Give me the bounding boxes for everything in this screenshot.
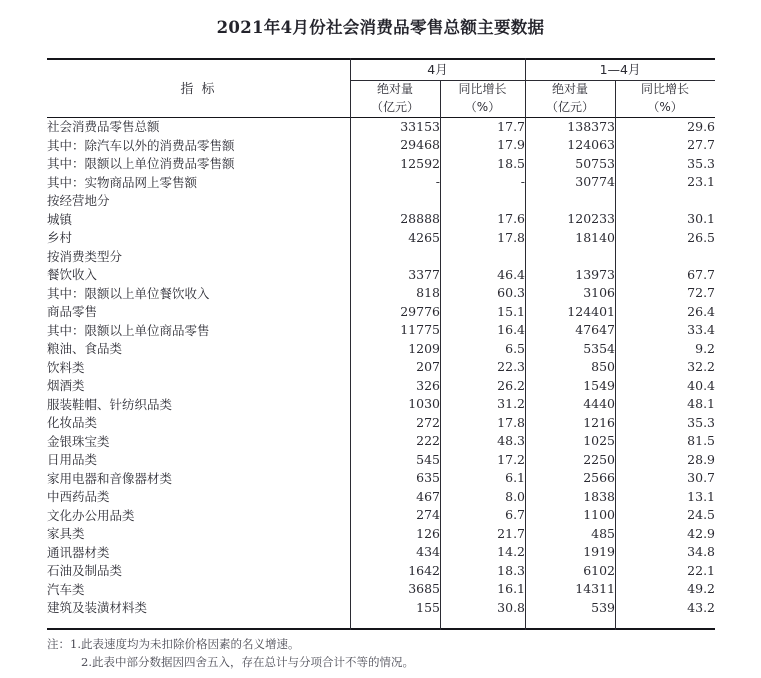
cell-month-yoy: 6.7 (505, 507, 526, 523)
row-label: 家用电器和音像器材类 (47, 470, 173, 486)
cell-month-absolute: 274 (416, 507, 440, 523)
cell-month-absolute: 635 (416, 470, 440, 486)
cell-cumulative-yoy: 13.1 (687, 488, 716, 504)
cell-month-absolute: 1209 (408, 340, 440, 356)
cell-cumulative-absolute: 47647 (575, 322, 616, 338)
cell-month-yoy: 17.9 (497, 137, 526, 153)
note-2: 2.此表中部分数据因四舍五入，存在总计与分项合计不等的情况。 (81, 654, 414, 669)
header-month-absolute-unit: （亿元） (370, 99, 419, 114)
header-cumulative-yoy-unit: （%） (647, 99, 683, 114)
row-label: 饮料类 (47, 359, 85, 375)
cell-cumulative-absolute: 124401 (567, 303, 616, 319)
header-month-absolute (350, 80, 440, 117)
row-label: 文化办公用品类 (47, 507, 135, 523)
cell-month-absolute: 1030 (408, 396, 440, 412)
cell-cumulative-absolute: 1216 (583, 414, 616, 430)
cell-cumulative-absolute: 13973 (575, 266, 616, 282)
cell-month-absolute: 29776 (400, 303, 440, 319)
table-row (47, 376, 715, 395)
cell-cumulative-yoy: 40.4 (687, 377, 716, 393)
row-label: 其中：限额以上单位消费品零售额 (47, 156, 235, 172)
cell-cumulative-absolute: 30774 (575, 174, 616, 190)
row-label: 按经营地分 (47, 193, 110, 209)
table-row (47, 413, 715, 432)
cell-month-yoy: 16.1 (497, 581, 526, 597)
statistics-table-wrapper (47, 58, 715, 617)
row-label: 餐饮收入 (47, 267, 98, 283)
cell-month-absolute: 4265 (408, 229, 440, 245)
row-label: 家具类 (47, 526, 85, 542)
cell-month-absolute: 207 (416, 359, 440, 375)
row-label: 其中：限额以上单位餐饮收入 (47, 285, 210, 301)
cell-cumulative-absolute: 4440 (583, 396, 616, 412)
cell-month-absolute: 11775 (400, 322, 440, 338)
header-row-period (47, 58, 715, 80)
cell-cumulative-yoy: 67.7 (687, 266, 716, 282)
cell-cumulative-yoy: 23.1 (687, 174, 716, 190)
cell-month-absolute: 545 (416, 451, 440, 467)
cell-cumulative-absolute (525, 191, 615, 210)
table-row (47, 580, 715, 599)
cell-cumulative-absolute: 2566 (583, 470, 616, 486)
cell-cumulative-absolute: 1100 (583, 507, 616, 523)
table-row (47, 154, 715, 173)
cell-month-absolute: 326 (416, 377, 440, 393)
table-row (47, 358, 715, 377)
cell-month-absolute: 3685 (408, 581, 440, 597)
table-body (47, 117, 715, 617)
cell-cumulative-yoy: 28.9 (687, 451, 716, 467)
cell-month-yoy: 16.4 (497, 322, 526, 338)
cell-cumulative-absolute: 3106 (583, 285, 616, 301)
table-row (47, 469, 715, 488)
cell-month-absolute: 33153 (400, 118, 440, 134)
table-row (47, 506, 715, 525)
cell-cumulative-yoy: 42.9 (687, 525, 716, 541)
table-row (47, 321, 715, 340)
header-period-month: 4月 (350, 58, 525, 80)
cell-cumulative-absolute: 124063 (567, 137, 616, 153)
header-month-yoy-unit: （%） (464, 99, 501, 114)
cell-month-absolute: 28888 (400, 211, 440, 227)
cell-month-yoy: 17.8 (497, 229, 526, 245)
page-title: 2021年4月份社会消费品零售总额主要数据 (216, 18, 545, 37)
row-label: 粮油、食品类 (47, 341, 123, 357)
cell-cumulative-yoy: 35.3 (687, 414, 716, 430)
header-cumulative-absolute (525, 80, 615, 117)
row-label: 通讯器材类 (47, 544, 110, 560)
table-head (47, 58, 715, 117)
cell-month-yoy: - (520, 174, 526, 190)
cell-cumulative-absolute: 2250 (583, 451, 616, 467)
table-row (47, 524, 715, 543)
row-label: 社会消费品零售总额 (47, 119, 160, 135)
cell-month-absolute: 434 (416, 544, 440, 560)
cell-cumulative-absolute: 1549 (583, 377, 616, 393)
cell-cumulative-yoy: 72.7 (687, 285, 716, 301)
table-row (47, 284, 715, 303)
cell-month-yoy: 17.2 (497, 451, 526, 467)
table-row (47, 302, 715, 321)
cell-month-yoy: 48.3 (497, 433, 526, 449)
cell-cumulative-yoy: 30.7 (687, 470, 716, 486)
header-indicator: 指 标 (180, 82, 217, 97)
cell-month-absolute: 818 (416, 285, 440, 301)
cell-cumulative-yoy (615, 247, 715, 266)
cell-cumulative-absolute: 539 (591, 599, 616, 615)
table-row (47, 339, 715, 358)
table-row (47, 395, 715, 414)
cell-cumulative-absolute: 18140 (575, 229, 616, 245)
cell-cumulative-yoy: 30.1 (687, 211, 716, 227)
cell-cumulative-yoy: 35.3 (687, 155, 716, 171)
cell-month-absolute: 1642 (408, 562, 440, 578)
header-cumulative-absolute-line1: 绝对量 (552, 82, 589, 97)
cell-month-absolute: 3377 (408, 266, 440, 282)
cell-month-yoy: 18.3 (497, 562, 526, 578)
row-label: 中西药品类 (47, 489, 110, 505)
cell-month-absolute (350, 191, 440, 210)
table-row (47, 432, 715, 451)
table-row (47, 117, 715, 136)
cell-month-absolute: 467 (416, 488, 440, 504)
cell-month-yoy: 14.2 (497, 544, 526, 560)
cell-cumulative-yoy: 33.4 (687, 322, 716, 338)
header-cumulative-absolute-unit: （亿元） (546, 99, 595, 114)
table-row (47, 561, 715, 580)
cell-month-yoy: 17.8 (497, 414, 526, 430)
cell-cumulative-yoy: 24.5 (687, 507, 716, 523)
cell-month-yoy: 8.0 (505, 488, 526, 504)
cell-cumulative-absolute: 1838 (583, 488, 616, 504)
row-label: 石油及制品类 (47, 563, 123, 579)
header-month-yoy (440, 80, 525, 117)
cell-month-yoy: 17.7 (497, 118, 526, 134)
table-row (47, 247, 715, 266)
cell-cumulative-yoy: 9.2 (695, 340, 716, 356)
table-row (47, 487, 715, 506)
cell-cumulative-yoy: 43.2 (687, 599, 716, 615)
row-label: 城镇 (47, 211, 73, 227)
cell-month-yoy: 21.7 (497, 525, 526, 541)
table-row (47, 450, 715, 469)
cell-cumulative-yoy: 26.5 (687, 229, 716, 245)
cell-cumulative-absolute: 485 (591, 525, 616, 541)
cell-cumulative-absolute (525, 247, 615, 266)
cell-month-absolute: 126 (416, 525, 440, 541)
cell-month-absolute: 12592 (400, 155, 440, 171)
cell-cumulative-yoy: 26.4 (687, 303, 716, 319)
table-notes (47, 636, 747, 672)
cell-month-yoy: 22.3 (497, 359, 526, 375)
cell-cumulative-absolute: 850 (591, 359, 616, 375)
cell-cumulative-absolute: 138373 (567, 118, 616, 134)
header-cumulative-yoy (615, 80, 715, 117)
cell-cumulative-yoy: 27.7 (687, 137, 716, 153)
row-label: 其中：限额以上单位商品零售 (47, 322, 210, 338)
row-label: 烟酒类 (47, 378, 85, 394)
cell-month-absolute: 155 (416, 599, 440, 615)
cell-cumulative-yoy: 22.1 (687, 562, 716, 578)
cell-cumulative-absolute: 50753 (575, 155, 616, 171)
table-row (47, 173, 715, 192)
note-1: 注：1.此表速度均为未扣除价格因素的名义增速。 (47, 637, 300, 651)
cell-cumulative-yoy (615, 191, 715, 210)
header-period-cumulative: 1—4月 (525, 58, 715, 80)
cell-cumulative-absolute: 1919 (583, 544, 616, 560)
row-label: 其中：除汽车以外的消费品零售额 (47, 137, 235, 153)
cell-month-yoy: 31.2 (497, 396, 526, 412)
cell-cumulative-absolute: 14311 (575, 581, 616, 597)
cell-cumulative-yoy: 32.2 (687, 359, 716, 375)
row-label: 其中：实物商品网上零售额 (47, 174, 198, 190)
table-row (47, 228, 715, 247)
row-label: 乡村 (47, 230, 73, 246)
row-label: 汽车类 (47, 581, 85, 597)
row-label: 商品零售 (47, 304, 98, 320)
cell-month-yoy (440, 247, 525, 266)
cell-cumulative-yoy: 29.6 (687, 118, 716, 134)
row-label: 服装鞋帽、针纺织品类 (47, 396, 173, 412)
row-label: 建筑及装潢材料类 (47, 600, 148, 616)
table-row (47, 191, 715, 210)
cell-cumulative-absolute: 6102 (583, 562, 616, 578)
cell-month-yoy: 46.4 (497, 266, 526, 282)
row-label: 金银珠宝类 (47, 433, 110, 449)
cell-cumulative-yoy: 49.2 (687, 581, 716, 597)
statistics-table (47, 58, 715, 617)
cell-month-absolute: - (435, 174, 440, 190)
cell-month-absolute: 29468 (400, 137, 440, 153)
cell-month-absolute: 222 (416, 433, 440, 449)
table-row (47, 136, 715, 155)
table-row (47, 210, 715, 229)
cell-month-yoy: 15.1 (497, 303, 526, 319)
cell-month-yoy: 26.2 (497, 377, 526, 393)
cell-month-yoy: 6.5 (505, 340, 526, 356)
cell-month-yoy: 30.8 (497, 599, 526, 615)
header-month-yoy-line1: 同比增长 (458, 82, 507, 97)
cell-month-yoy: 60.3 (497, 285, 526, 301)
cell-month-yoy: 18.5 (497, 155, 526, 171)
cell-cumulative-absolute: 1025 (583, 433, 616, 449)
row-label: 化妆品类 (47, 415, 98, 431)
cell-month-absolute (350, 247, 440, 266)
table-row (47, 598, 715, 617)
cell-cumulative-yoy: 48.1 (687, 396, 716, 412)
row-label: 按消费类型分 (47, 248, 123, 264)
cell-cumulative-yoy: 81.5 (687, 433, 716, 449)
row-label: 日用品类 (47, 452, 98, 468)
cell-month-yoy: 6.1 (505, 470, 526, 486)
cell-cumulative-yoy: 34.8 (687, 544, 716, 560)
cell-month-yoy: 17.6 (497, 211, 526, 227)
cell-month-yoy (440, 191, 525, 210)
table-row (47, 543, 715, 562)
header-cumulative-yoy-line1: 同比增长 (641, 82, 690, 97)
cell-cumulative-absolute: 120233 (567, 211, 616, 227)
cell-month-absolute: 272 (416, 414, 440, 430)
cell-cumulative-absolute: 5354 (583, 340, 616, 356)
table-row (47, 265, 715, 284)
header-month-absolute-line1: 绝对量 (376, 82, 413, 97)
